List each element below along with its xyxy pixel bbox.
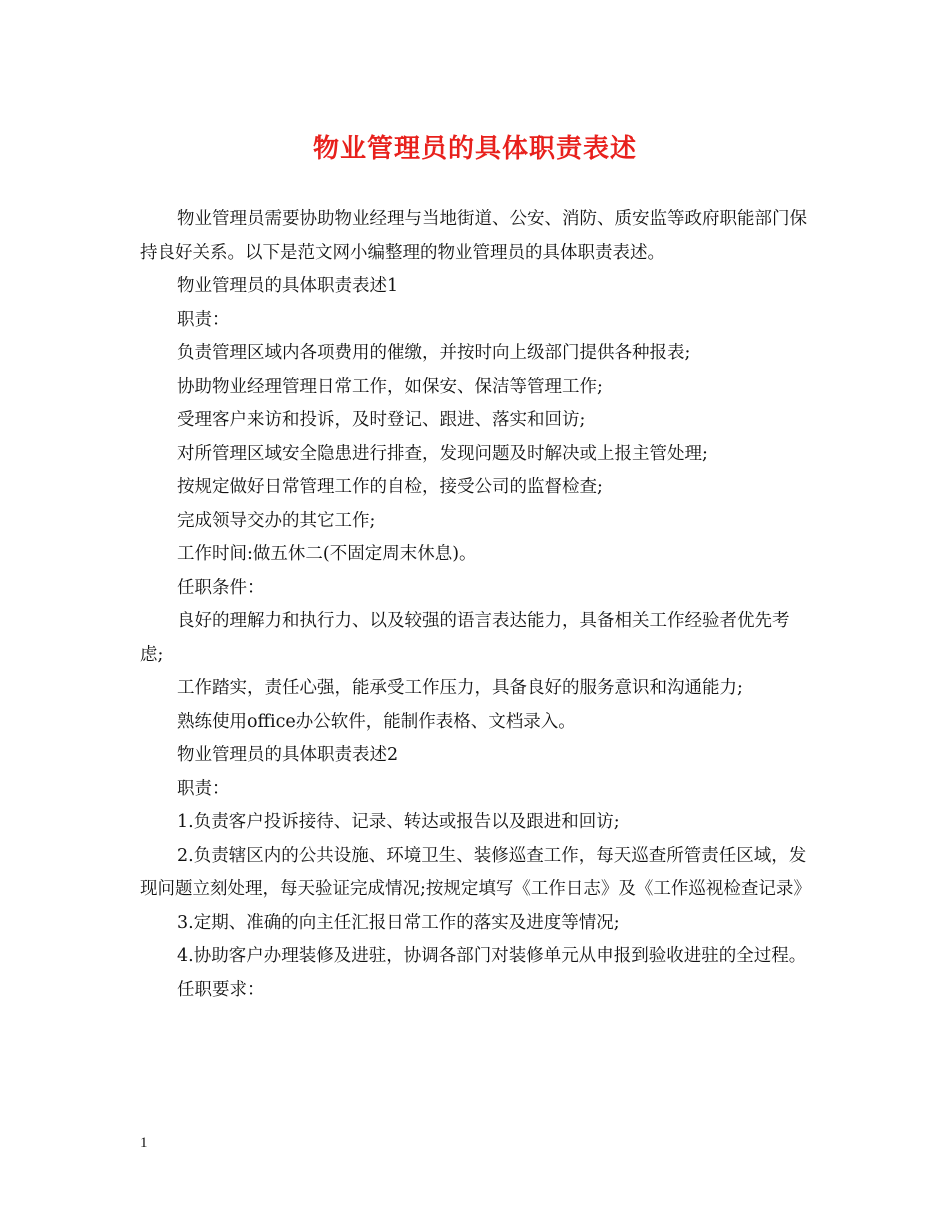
paragraph: 任职要求： (177, 979, 265, 1000)
paragraph: 2.负责辖区内的公共设施、环境卫生、装修巡查工作，每天巡查所管责任区域，发现问题立刻处理，每天验证完成情况;按规定填写《工作日志》及《工作巡视检查记录》 (140, 845, 811, 899)
paragraph: 职责： (177, 309, 230, 330)
paragraph: 物业管理员的具体职责表述1 (177, 276, 399, 296)
paragraph: 职责： (177, 778, 230, 799)
paragraph: 负责管理区域内各项费用的催缴，并按时向上级部门提供各种报表; (177, 343, 691, 363)
paragraph: 协助物业经理管理日常工作，如保安、保洁等管理工作; (177, 376, 603, 397)
paragraph: 受理客户来访和投诉，及时登记、跟进、落实和回访; (177, 410, 586, 430)
paragraph: 4.协助客户办理装修及进驻，协调各部门对装修单元从申报到验收进驻的全过程。 (177, 946, 807, 966)
paragraph: 工作时间:做五休二(不固定周末休息)。 (177, 544, 477, 564)
paragraph: 良好的理解力和执行力、以及较强的语言表达能力，具备相关工作经验者优先考虑; (140, 611, 790, 665)
paragraph: 3.定期、准确的向主任汇报日常工作的落实及进度等情况; (177, 912, 620, 933)
paragraph: 完成领导交办的其它工作; (177, 510, 376, 531)
paragraph: 按规定做好日常管理工作的自检，接受公司的监督检查; (177, 477, 603, 497)
paragraph: 物业管理员的具体职责表述2 (177, 745, 399, 765)
paragraph: 工作踏实，责任心强，能承受工作压力，具备良好的服务意识和沟通能力; (177, 678, 743, 698)
paragraph: 熟练使用office办公软件，能制作表格、文档录入。 (177, 711, 576, 732)
document-body (140, 203, 812, 1007)
page-number: 1 (140, 1135, 148, 1151)
paragraph: 对所管理区域安全隐患进行排查，发现问题及时解决或上报主管处理; (177, 443, 708, 464)
paragraph: 1.负责客户投诉接待、记录、转达或报告以及跟进和回访; (177, 812, 620, 832)
document-title: 物业管理员的具体职责表述 (312, 134, 637, 164)
paragraph: 物业管理员需要协助物业经理与当地街道、公安、消防、质安监等政府职能部门保持良好关系。以下是范文网小编整理的物业管理员的具体职责表述。 (140, 209, 807, 263)
paragraph: 任职条件： (177, 577, 265, 598)
